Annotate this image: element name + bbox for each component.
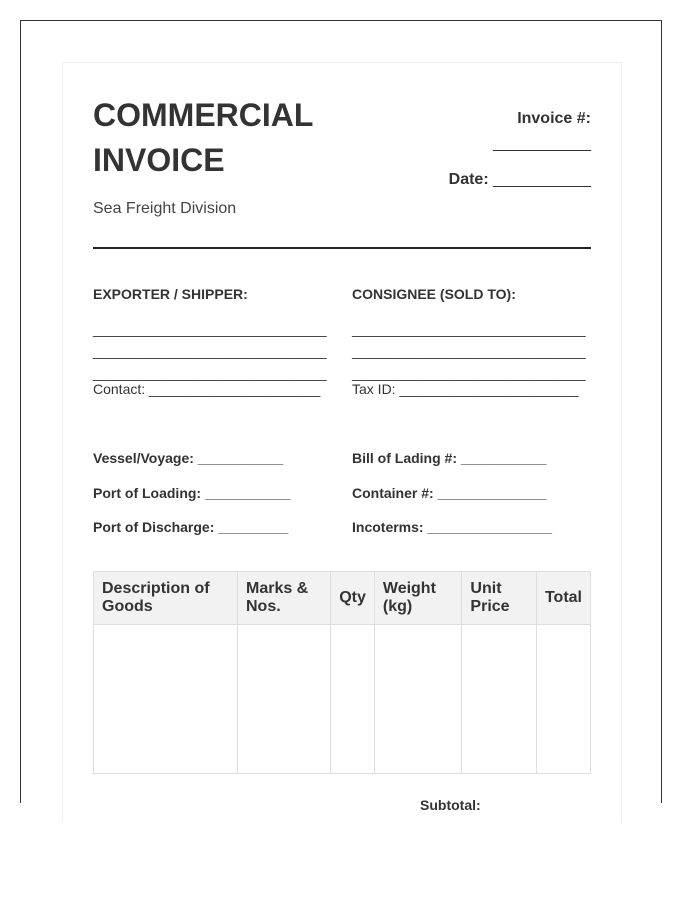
division-subtitle: Sea Freight Division: [93, 200, 237, 217]
invoice-sheet: [62, 62, 622, 823]
table-row: [94, 625, 591, 774]
date-row: [449, 171, 591, 189]
table-cell[interactable]: [237, 625, 330, 774]
col-weight: Weight (kg): [374, 572, 462, 625]
date-field[interactable]: ___________: [493, 171, 591, 188]
consignee-line[interactable]: ______________________________: [352, 321, 586, 337]
port-of-loading-field[interactable]: Port of Loading: ___________: [93, 485, 291, 501]
vessel-voyage-field[interactable]: Vessel/Voyage: ___________: [93, 450, 284, 466]
invoice-title-line1: COMMERCIAL: [93, 97, 314, 133]
exporter-line[interactable]: ______________________________: [93, 365, 327, 381]
table-cell[interactable]: [374, 625, 462, 774]
table-cell[interactable]: [536, 625, 590, 774]
consignee-heading: CONSIGNEE (SOLD TO):: [352, 286, 516, 302]
incoterms-field[interactable]: Incoterms: ________________: [352, 519, 553, 535]
invoice-number-label: Invoice #:: [517, 110, 591, 127]
exporter-contact-field[interactable]: Contact: ______________________: [93, 381, 321, 397]
exporter-line[interactable]: ______________________________: [93, 321, 327, 337]
col-unit-price: Unit Price: [462, 572, 537, 625]
table-header-row: [94, 572, 591, 625]
exporter-heading: EXPORTER / SHIPPER:: [93, 286, 248, 302]
container-number-field[interactable]: Container #: ______________: [352, 485, 547, 501]
subtotal-label: Subtotal:: [420, 797, 481, 813]
invoice-title-line2: INVOICE: [93, 142, 225, 178]
header-divider: [93, 247, 591, 249]
port-of-discharge-field[interactable]: Port of Discharge: _________: [93, 519, 289, 535]
table-cell[interactable]: [94, 625, 238, 774]
consignee-tax-id-field[interactable]: Tax ID: _______________________: [352, 381, 579, 397]
goods-table: [93, 571, 591, 774]
table-cell[interactable]: [331, 625, 375, 774]
col-total: Total: [536, 572, 590, 625]
col-qty: Qty: [331, 572, 375, 625]
exporter-line[interactable]: ______________________________: [93, 343, 327, 359]
table-cell[interactable]: [462, 625, 537, 774]
date-label: Date:: [448, 171, 489, 188]
col-description: Description of Goods: [94, 572, 238, 625]
invoice-number-field[interactable]: ___________: [493, 135, 591, 152]
col-marks: Marks & Nos.: [237, 572, 330, 625]
bill-of-lading-field[interactable]: Bill of Lading #: ___________: [352, 450, 547, 466]
consignee-line[interactable]: ______________________________: [352, 365, 586, 381]
page-frame: [20, 20, 662, 813]
consignee-line[interactable]: ______________________________: [352, 343, 586, 359]
